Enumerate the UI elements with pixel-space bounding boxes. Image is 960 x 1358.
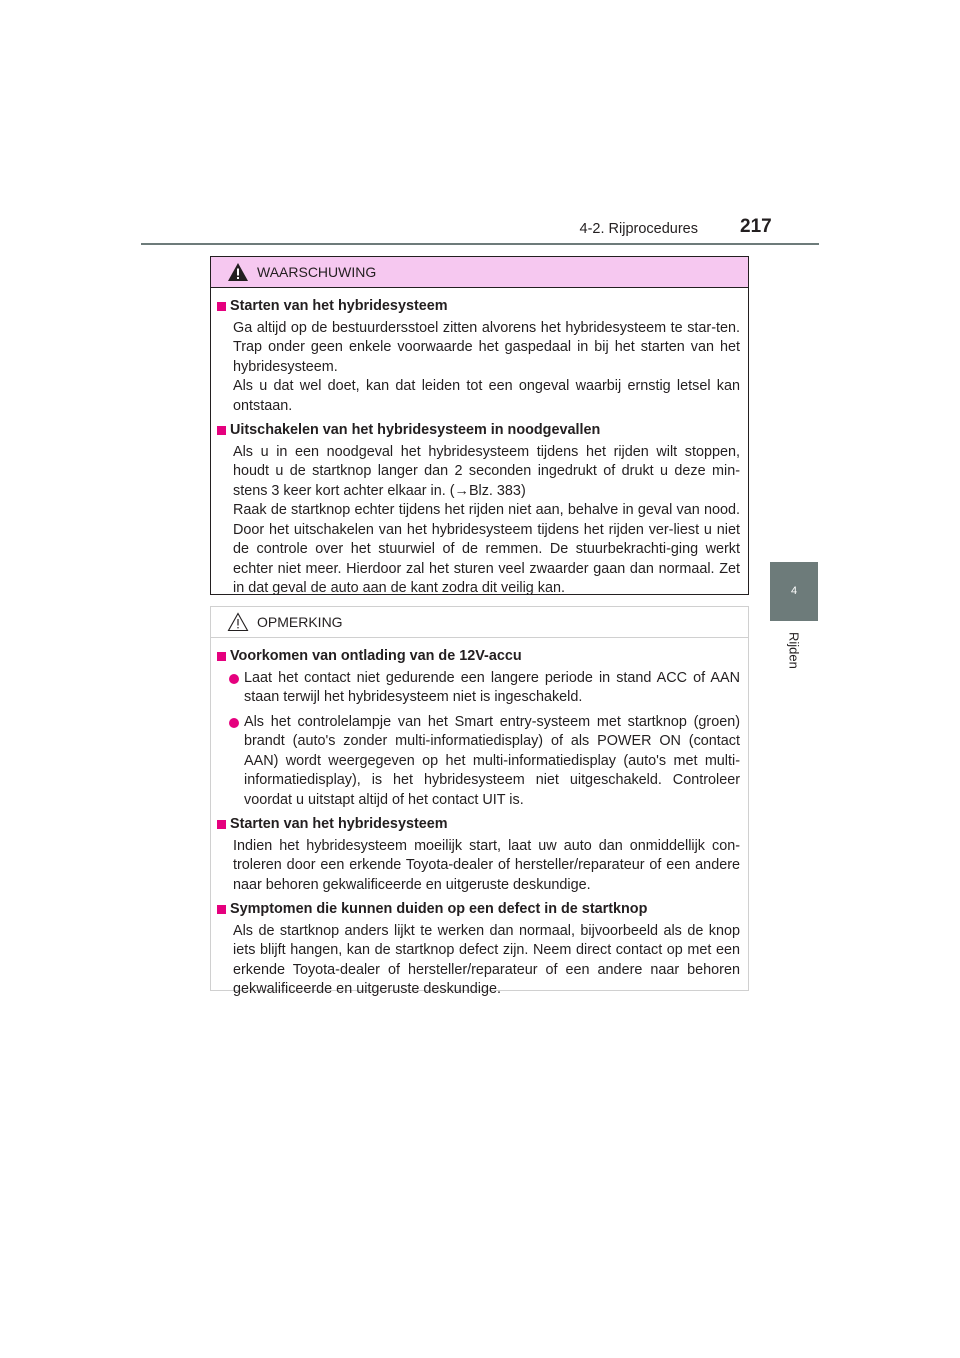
square-bullet-icon bbox=[217, 426, 226, 435]
round-bullet-icon bbox=[229, 674, 239, 684]
square-bullet-icon bbox=[217, 820, 226, 829]
chapter-tab[interactable] bbox=[770, 562, 818, 621]
warning-paragraph: Als u dat wel doet, kan dat leiden tot een ongeval waarbij ernstig letsel kan ontstaan. bbox=[233, 378, 740, 414]
warning-body bbox=[211, 288, 748, 599]
section-title: 4-2. Rijprocedures bbox=[579, 221, 698, 237]
warning-item-title: Starten van het hybridesysteem bbox=[217, 297, 740, 317]
warning-triangle-icon bbox=[227, 262, 249, 282]
notice-paragraph: Indien het hybridesysteem moeilijk start, laat uw auto dan onmiddellijk con-troleren door een erkende Toyota-dealer of hersteller/reparateur of een andere naar behoren gekwalificeerde en uitgeruste deskundige. bbox=[233, 837, 740, 893]
chapter-label: Rijden bbox=[786, 632, 802, 669]
notice-triangle-icon bbox=[227, 612, 249, 632]
warning-item-title: Uitschakelen van het hybridesysteem in noodgevallen bbox=[217, 421, 740, 441]
round-bullet-icon bbox=[229, 718, 239, 728]
notice-item-title: Symptomen die kunnen duiden op een defect in de startknop bbox=[217, 900, 740, 920]
notice-header bbox=[211, 607, 748, 638]
chapter-number: 4 bbox=[790, 585, 798, 597]
header-divider bbox=[141, 243, 819, 245]
notice-bullet: Als het controlelampje van het Smart entry-systeem met startknop (groen) brandt (auto's zonder multi-informatiedisplay) of als POWER ON (contact AAN) wordt weergegeven op het multi-informatiedisplay (auto's met multi-informatiedisplay), is het hybridesysteem niet uitgeschakeld. Controleer voordat u uitstapt altijd of het contact UIT is. bbox=[217, 713, 740, 811]
notice-item-title: Voorkomen van ontlading van de 12V-accu bbox=[217, 647, 740, 667]
warning-paragraph: Raak de startknop echter tijdens het rijden niet aan, behalve in geval van nood. Door het uitschakelen van het hybridesysteem tijdens het rijden ver-liest u niet de controle over het stuurwiel of de remmen. De stuurbekrachti-ging werkt echter niet meer. Hierdoor zal het sturen veel zwaarder gaan dan normaal. Zet in dat geval de auto aan de kant zodra dit veilig kan. bbox=[233, 502, 740, 596]
square-bullet-icon bbox=[217, 905, 226, 914]
warning-paragraph: Ga altijd op de bestuurdersstoel zitten alvorens het hybridesysteem te star-ten. Trap onder geen enkele voorwaarde het gaspedaal in bij het starten van het hybridesysteem. bbox=[233, 319, 740, 375]
notice-heading: OPMERKING bbox=[257, 614, 343, 630]
notice-paragraph: Als de startknop anders lijkt te werken dan normaal, bijvoorbeeld als de knop iets blijft hangen, kan de startknop defect zijn. Neem direct contact op met een erkende Toyota-dealer of hersteller/reparateur of een andere naar behoren gekwalificeerde en uitgeruste deskundige. bbox=[233, 922, 740, 997]
page-number: 217 bbox=[740, 216, 772, 237]
notice-item-title: Starten van het hybridesysteem bbox=[217, 815, 740, 835]
warning-box bbox=[210, 256, 749, 595]
notice-bullet: Laat het contact niet gedurende een langere periode in stand ACC of AAN staan terwijl het hybridesysteem niet is ingeschakeld. bbox=[217, 669, 740, 708]
warning-paragraph: Als u in een noodgeval het hybridesysteem tijdens het rijden wilt stoppen, houdt u de startknop langer dan 2 seconden ingedrukt of drukt u deze min-stens 3 keer kort achter elkaar in. (→Blz. 383) bbox=[233, 443, 740, 499]
warning-header bbox=[211, 257, 748, 288]
notice-box bbox=[210, 606, 749, 997]
notice-body bbox=[211, 638, 748, 1000]
page-header bbox=[0, 0, 960, 250]
warning-heading: WAARSCHUWING bbox=[257, 264, 377, 280]
square-bullet-icon bbox=[217, 652, 226, 661]
square-bullet-icon bbox=[217, 302, 226, 311]
